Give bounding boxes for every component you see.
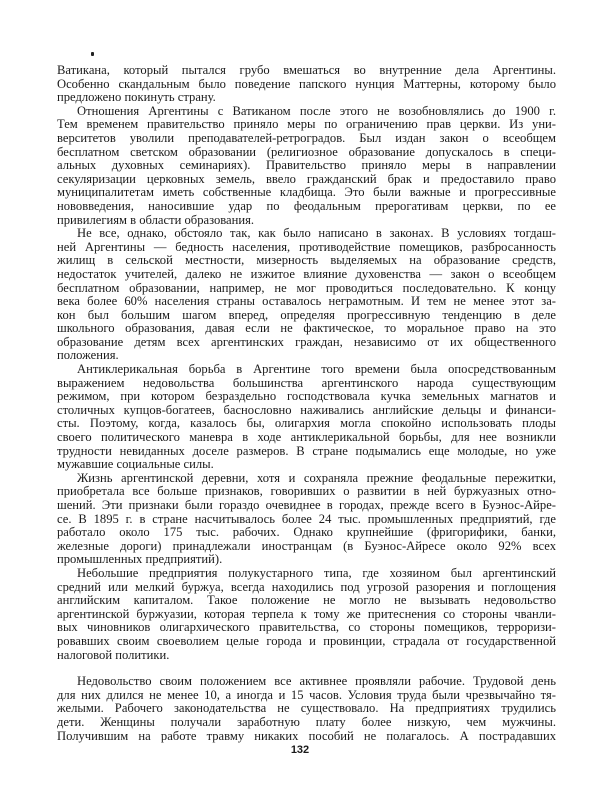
text-line: ней Аргентины — бедность населения, противодействие помещиков, разбросанность: [57, 239, 556, 254]
paragraph: [57, 64, 556, 105]
text-line: Отношения Аргентины с Ватиканом после этого не возобновлялись до 1900 г.: [77, 103, 556, 118]
paragraph: [57, 567, 556, 662]
paragraph: [57, 105, 556, 227]
page-number: 132: [290, 744, 310, 756]
paragraph: [57, 363, 556, 472]
text-line: секуляризации церковных земель, ввело гражданский брак и предоставило право: [57, 171, 556, 186]
text-line: положения.: [57, 348, 119, 363]
text-line: жилищ в сельской местности, мизерность выделяемых на образование средств,: [57, 253, 556, 268]
text-line: налоговой политики.: [57, 647, 170, 662]
text-line: школьного образования, давая если не фактическое, то моральное право на это: [57, 321, 556, 336]
text-line: ровавших своим своеволием целые города и провинции, страдала от государственной: [57, 633, 556, 648]
text-line: Антиклерикальная борьба в Аргентине того времени была опосредствованным: [77, 362, 556, 377]
text-line: бесплатном светском образовании (религиозное образование допускалось в специ-: [57, 144, 556, 159]
scan-speck: [91, 52, 94, 56]
text-line: века более 60% населения страны оставалось неграмотным. И тем не менее этот за-: [57, 294, 556, 309]
text-line: мужавшие социальные силы.: [57, 457, 214, 472]
text-line: работало около 175 тыс. рабочих. Однако крупнейшие (фригорифики, банки,: [57, 525, 556, 540]
text-line: недостаток учителей, далеко не изжитое влияние духовенства — закон о всеобщем: [57, 266, 556, 281]
text-line: Особенно скандальным было поведение папского нунция Маттерны, которому было: [57, 76, 556, 91]
text-line: нововведения, наносившие удар по феодальным прерогативам церкви, по ее: [57, 198, 556, 213]
text-line: Получившим на работе травму никаких пособий не полагалось. А пострадавших: [57, 728, 556, 743]
text-line: вых чиновников олигархического правительства, со стороны помещиков, терроризи-: [57, 620, 556, 635]
document-body: [57, 64, 556, 743]
text-line: столичных купцов-богатеев, баснословно наживались английские дельцы и финанси-: [57, 402, 556, 417]
text-line: кон был большим шагом вперед, определяя прогрессивную тенденцию в деле: [57, 307, 556, 322]
paragraph: [57, 675, 556, 743]
text-line: шений. Эти признаки были гораздо очевиднее в городах, прежде всего в Буэнос-Айре-: [57, 498, 556, 512]
text-line: желыми. Рабочего законодательства не существовало. На предприятиях трудились: [57, 701, 556, 716]
text-line: Тем временем правительство приняло меры по ограничению прав церкви. Из уни-: [57, 117, 556, 132]
text-line: Не все, однако, обстояло так, как было написано в законах. В условиях тогдаш-: [77, 226, 556, 241]
text-line: бесплатном образовании, например, не мог проводиться последовательно. К концу: [57, 280, 556, 295]
text-line: выражением недовольства большинства аргентинского народа существующим: [57, 375, 556, 390]
text-line: приобретала все больше признаков, говоривших о развитии в ней буржуазных отно-: [57, 484, 556, 499]
text-line: Жизнь аргентинской деревни, хотя и сохраняла прежние феодальные пережитки,: [77, 470, 556, 485]
text-line: Небольшие предприятия полукустарного типа, где хозяином был аргентинский: [77, 565, 556, 580]
text-line: режимом, при котором безраздельно господствовала кучка земельных магнатов и: [57, 389, 556, 404]
text-line: трудности невиданных доселе размеров. В стране подымались еще молодые, но уже: [57, 443, 556, 458]
text-line: своего политического маневра в ходе антиклерикальной борьбы, для нее возникли: [57, 430, 556, 445]
text-line: железные дороги) принадлежали иностранцам (в Буэнос-Айресе около 92% всех: [57, 538, 556, 553]
text-line: сты. Поэтому, когда, казалось бы, олигархия могла спокойно использовать плоды: [57, 416, 556, 431]
text-line: дети. Женщины получали заработную плату более низкую, чем мужчины.: [57, 714, 556, 729]
text-line: образование детям всех аргентинских граждан, независимо от их общественного: [57, 334, 556, 349]
text-line: английским капиталом. Такое положение не могло не вызывать недовольство: [57, 593, 556, 608]
text-line: аргентинской буржуазии, которая терпела к тому же притеснения со стороны чванли-: [57, 606, 556, 621]
text-line: се. В 1895 г. в стране насчитывалось более 24 тыс. промышленных предприятий, где: [57, 511, 556, 526]
text-line: предложено покинуть страну.: [57, 90, 216, 105]
text-line: для них длился не менее 10, а иногда и 15 часов. Условия труда были чрезвычайно тя-: [57, 687, 556, 702]
text-line: верситетов уволили преподавателей-ретроградов. Был издан закон о всеобщем: [57, 130, 556, 145]
text-line: средний или мелкий буржуа, всегда находились под угрозой разорения и поглощения: [57, 579, 556, 594]
paragraph: [57, 472, 556, 567]
text-line: муниципалитетам иметь собственные кладбища. Это были важные и прогрессивные: [57, 185, 556, 200]
text-line: промышленных предприятий).: [57, 552, 223, 567]
text-line: Недовольство своим положением все активнее проявляли рабочие. Трудовой день: [77, 674, 556, 689]
text-line: Ватикана, который пытался грубо вмешаться во внутренние дела Аргентины.: [57, 63, 556, 77]
text-line: альных духовных семинариях). Правительство приняло меры в направлении: [57, 158, 556, 173]
text-line: привилегиям в области образования.: [57, 212, 255, 227]
paragraph: [57, 227, 556, 363]
